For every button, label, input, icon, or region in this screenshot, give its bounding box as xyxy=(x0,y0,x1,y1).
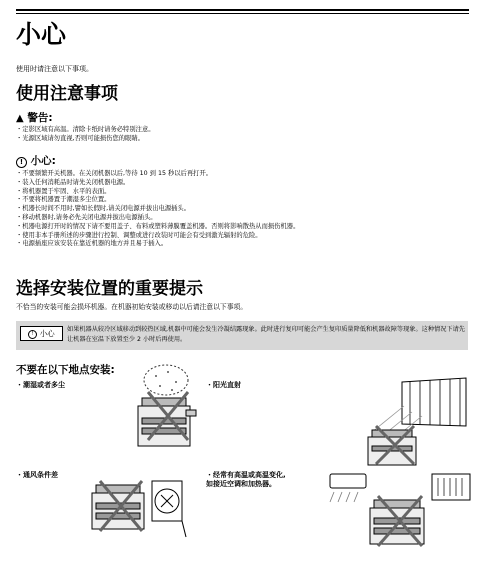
copier-dust-illustration xyxy=(128,362,208,460)
caution-item: ・ 不要将机器置于潮湿多尘位置。 xyxy=(16,196,299,205)
location-sunlight: ・ 阳光直射 xyxy=(206,381,241,390)
copier-temperature-illustration xyxy=(326,470,476,556)
top-rule-thin xyxy=(16,13,469,14)
warning-item: ・ 定影区域有高温。清除卡纸时请务必特别注意。 xyxy=(16,126,155,135)
caution-list xyxy=(16,170,299,249)
caution-tag-label: 小心 xyxy=(39,329,55,338)
caution-box-text: 如果机器从较冷区域移动到较热区域,机器中可能会发生冷凝结露现象。此时进行复印可能会产生复印质量降低和机器故障等现象。这种情况下请先让机器在室温下放置至少 2 小时后再使用。 xyxy=(67,326,465,343)
caution-item: ・ 将机器置于牢固、水平的表面。 xyxy=(16,188,299,197)
copier-ventilation-illustration xyxy=(90,473,202,541)
install-heading: 选择安装位置的重要提示 xyxy=(16,279,203,299)
warning-list xyxy=(16,126,155,144)
warning-triangle-icon: ▲ xyxy=(16,113,24,124)
caution-item: ・ 移动机器时,请务必先关闭电源并拔出电源插头。 xyxy=(16,214,299,223)
caution-item: ・ 装入任何消耗品时请先关闭机器电源。 xyxy=(16,179,299,188)
caution-item: ・ 机器电源打开时的情况下请不要用盖子、布料或塑料薄膜覆盖机器。否则将影响散热从而损伤机器。 xyxy=(16,223,299,232)
caution-item: ・ 不要频繁开关机器。在关闭机器以后,等待 10 到 15 秒以后再打开。 xyxy=(16,170,299,179)
warning-item: ・ 光源区域请勿直视,否则可能损伤您的眼睛。 xyxy=(16,135,155,144)
page-note: 使用时请注意以下事项。 xyxy=(16,65,93,73)
caution-item: ・ 电源插座应该安装在靠近机器的地方并且易于插入。 xyxy=(16,240,299,249)
caution-title-row xyxy=(16,155,56,168)
caution-title: 小心: xyxy=(30,155,56,167)
location-poor-ventilation: ・ 通风条件差 xyxy=(16,471,58,480)
caution-item: ・ 机器长时间不用时,譬如长假时,请关闭电源并拔出电源插头。 xyxy=(16,205,299,214)
copier-sunlight-illustration xyxy=(362,376,472,468)
top-rule xyxy=(16,9,469,11)
caution-box xyxy=(16,321,468,350)
caution-item: ・ 使用非本手册所述的步骤进行控制、调整或进行改装时可能会有受到激光辐射的危险。 xyxy=(16,232,299,241)
caution-tag xyxy=(20,326,63,341)
page-title: 小心 xyxy=(16,20,67,49)
warning-title: 警告: xyxy=(27,112,53,124)
location-humid-dusty: ・ 潮湿或者多尘 xyxy=(16,381,65,390)
caution-circle-icon: ! xyxy=(16,157,27,168)
install-intro: 不恰当的安装可能会损坏机器。在机器初始安装或移动以后请注意以下事项。 xyxy=(16,303,248,311)
usage-heading: 使用注意事项 xyxy=(16,84,118,104)
avoid-heading: 不要在以下地点安装: xyxy=(16,364,115,376)
warning-title-row xyxy=(16,112,53,125)
caution-tag-icon: ! xyxy=(28,330,37,339)
location-temperature-change: ・ 经常有高温或高温变化, 如接近空调和加热器。 xyxy=(206,471,286,489)
